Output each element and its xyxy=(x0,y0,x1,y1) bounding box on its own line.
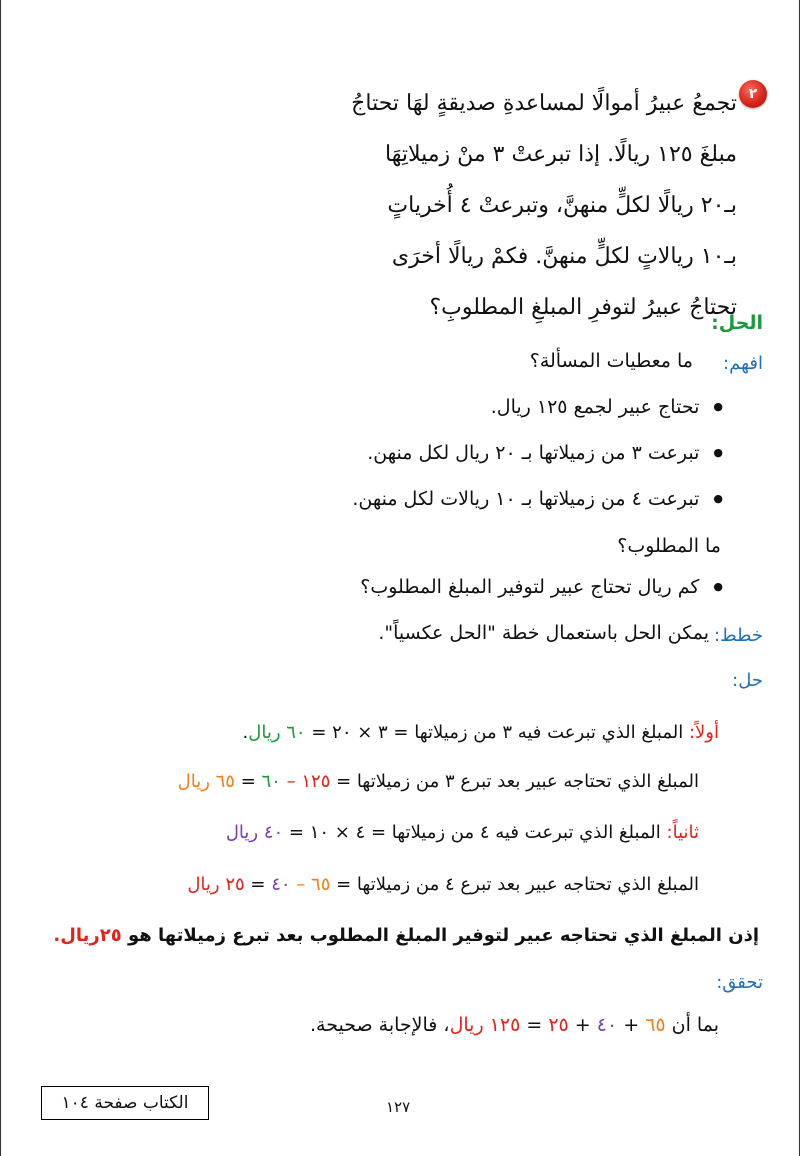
step-2-eq: = xyxy=(240,771,256,792)
problem-line: تجمعُ عبيرُ أموالًا لمساعدةِ صديقةٍ لهَا تحتاجُ xyxy=(351,91,737,116)
check-equation xyxy=(310,1014,719,1036)
step-1-text: المبلغ الذي تبرعت فيه ٣ من زميلاتها = ٣ × ٢٠ = xyxy=(311,722,684,743)
problem-number-badge: ٢ xyxy=(739,80,767,108)
check-label: تحقق: xyxy=(716,972,763,993)
conclusion-result: ٢٥ xyxy=(99,925,122,946)
book-page-reference: الكتاب صفحة ١٠٤ xyxy=(41,1086,209,1120)
given-item: ● تبرعت ٣ من زميلاتها بـ ٢٠ ريال لكل منهن. xyxy=(367,442,723,464)
check-a: ٦٥ xyxy=(645,1014,666,1036)
conclusion-text: إذن المبلغ الذي تحتاجه عبير لتوفير المبلغ المطلوب بعد تبرع زميلاتها هو xyxy=(128,925,759,946)
required-item: ● كم ريال تحتاج عبير لتوفير المبلغ المطلوب؟ xyxy=(360,576,723,598)
check-c: ٢٥ xyxy=(548,1014,569,1036)
step-4-op: – xyxy=(296,874,306,895)
step-1-equation xyxy=(243,722,719,743)
step-2-result: ٦٥ ريال xyxy=(177,771,235,792)
problem-line: بـ١٠ ريالاتٍ لكلٍّ منهنَّ. فكمْ ريالًا أخرَى xyxy=(391,244,737,269)
step-2-b: ٦٠ xyxy=(261,771,281,792)
step-2-equation xyxy=(178,771,699,792)
conclusion xyxy=(53,925,759,946)
check-plus: + xyxy=(574,1014,591,1036)
check-result: ١٢٥ ريال xyxy=(449,1014,521,1036)
conclusion-unit: ريال. xyxy=(53,925,100,946)
step-2-op: – xyxy=(286,771,296,792)
step-4-a: ٦٥ xyxy=(311,874,331,895)
step-2-a: ١٢٥ xyxy=(301,771,331,792)
step-4-text: المبلغ الذي تحتاجه عبير بعد تبرع ٤ من زميلاتها = xyxy=(336,874,699,895)
step-1-prefix: أولاً: xyxy=(688,722,719,743)
step-2-text: المبلغ الذي تحتاجه عبير بعد تبرع ٣ من زميلاتها = xyxy=(336,771,699,792)
step-3-text: المبلغ الذي تبرعت فيه ٤ من زميلاتها = ٤ × ١٠ = xyxy=(288,822,661,843)
problem-statement xyxy=(277,78,737,333)
problem-line: مبلغَ ١٢٥ ريالًا. إذا تبرعتْ ٣ منْ زميلاتِهَا xyxy=(385,142,737,167)
problem-line: بـ٢٠ ريالًا لكلٍّ منهنَّ، وتبرعتْ ٤ أُخرياتٍ xyxy=(387,193,737,218)
step-3-prefix: ثانياً: xyxy=(666,822,699,843)
problem-line: تحتاجُ عبيرُ لتوفرِ المبلغِ المطلوبِ؟ xyxy=(429,295,737,320)
step-1-result: ٦٠ ريال xyxy=(248,722,306,743)
solution-heading: الحل: xyxy=(711,312,763,334)
step-3-equation xyxy=(226,822,699,843)
check-b: ٤٠ xyxy=(596,1014,618,1036)
plan-text: يمكن الحل باستعمال خطة "الحل عكسياً". xyxy=(378,622,709,644)
check-text: بما أن xyxy=(671,1014,719,1036)
step-4-result: ٢٥ ريال xyxy=(187,874,245,895)
step-3-result: ٤٠ ريال xyxy=(225,822,284,843)
step-4-b: ٤٠ xyxy=(271,874,291,895)
step-1-end: . xyxy=(242,722,249,743)
understand-question: ما معطيات المسألة؟ xyxy=(529,350,693,372)
step-4-equation xyxy=(187,874,699,895)
given-item: ● تبرعت ٤ من زميلاتها بـ ١٠ ريالات لكل منهن. xyxy=(352,488,723,510)
solve-label: حل: xyxy=(732,670,763,691)
step-4-eq: = xyxy=(250,874,266,895)
check-eq: = xyxy=(526,1014,543,1036)
page-number: ١٢٧ xyxy=(386,1098,411,1116)
understand-label: افهم: xyxy=(723,353,763,374)
required-question: ما المطلوب؟ xyxy=(617,535,721,557)
plan-label: خطط: xyxy=(713,625,763,646)
given-item: ● تحتاج عبير لجمع ١٢٥ ريال. xyxy=(491,396,723,418)
check-end: ، فالإجابة صحيحة. xyxy=(310,1014,450,1036)
check-plus: + xyxy=(623,1014,640,1036)
